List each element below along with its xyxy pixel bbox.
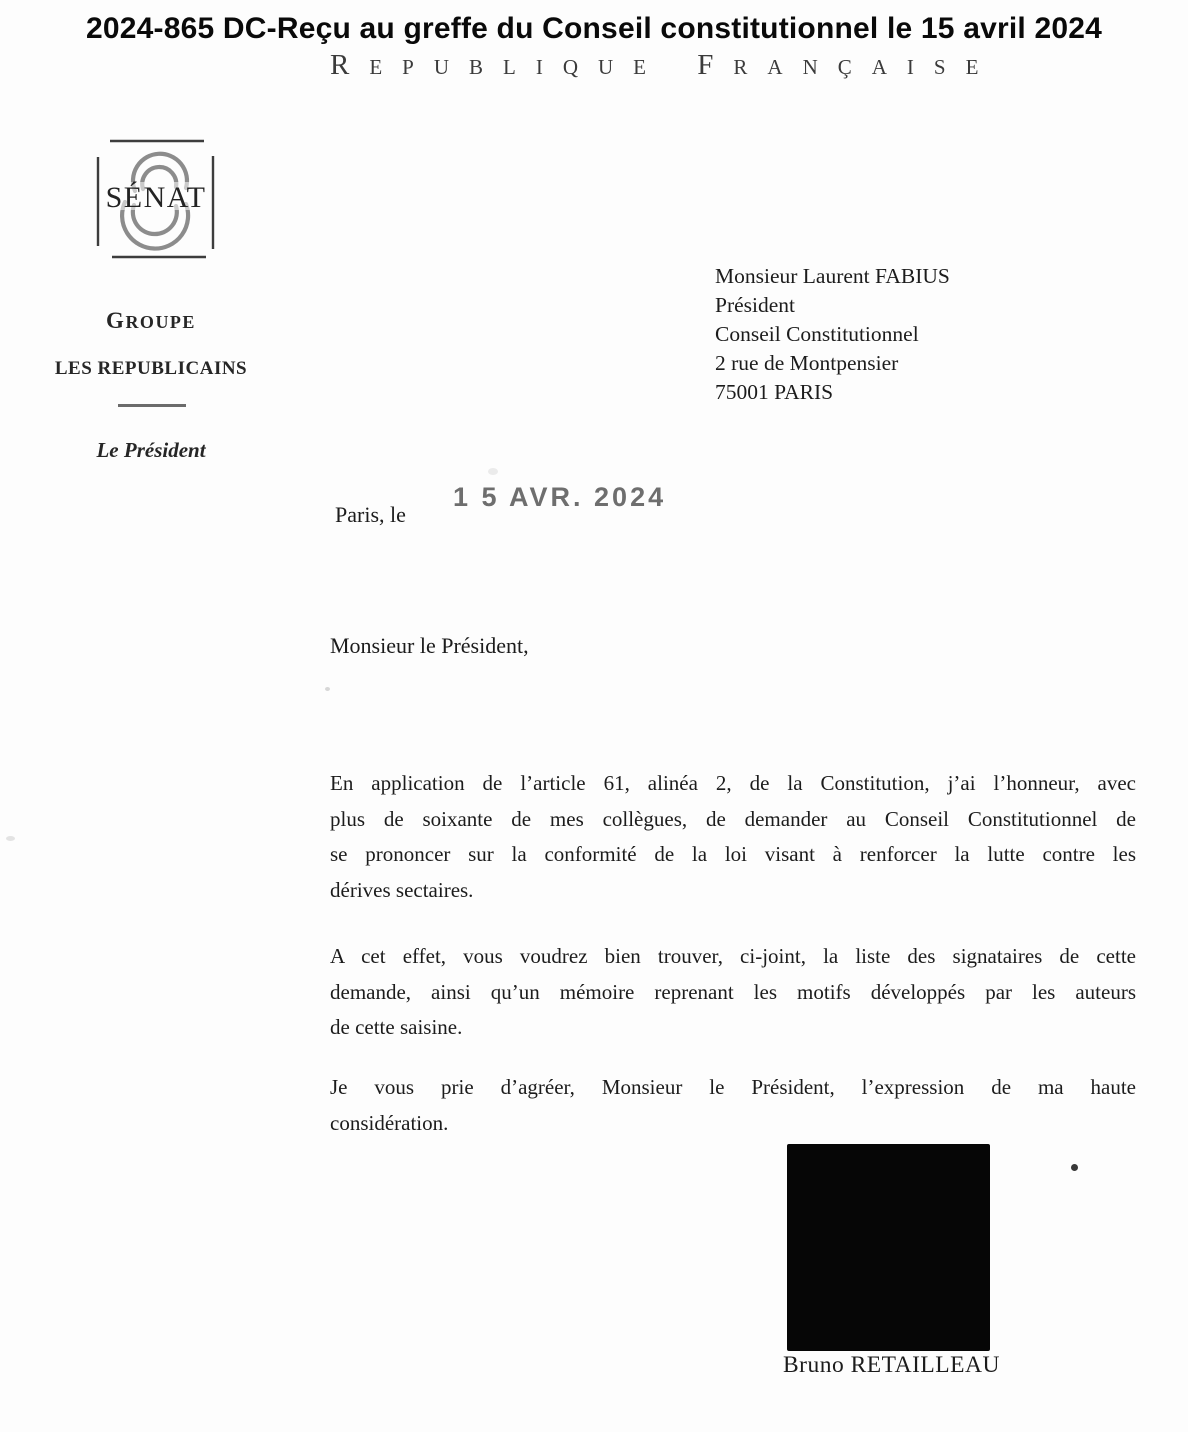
body-paragraph-1 [330,766,1136,908]
date-stamp: 1 5 AVR. 2024 [453,482,667,512]
president-title: Le Président [96,438,206,462]
paragraph-line: plus de soixante de mes collègues, de demander au Conseil Constitutionnel de [330,806,1136,831]
francaise-word: FRANÇAISE [697,49,999,81]
paragraph-line: A cet effet, vous voudrez bien trouver, ci-joint, la liste des signataires de cette [330,944,1136,968]
republique-francaise-line [330,49,998,82]
paragraph-line: se prononcer sur la conformité de la loi visant à renforcer la lutte contre les [330,842,1136,866]
address-line: Conseil Constitutionnel [715,322,919,346]
paragraph-line: considération. [330,1110,449,1135]
senat-logo [94,136,218,262]
signatory-name: Bruno RETAILLEAU [783,1352,1000,1378]
body-paragraph-2 [330,939,1136,1046]
group-name: LES REPUBLICAINS [54,358,248,379]
letterhead-divider [118,404,186,407]
paragraph-line: demande, ainsi qu’un mémoire reprenant les motifs développés par les auteurs [330,979,1136,1004]
signature-redaction-box [787,1144,990,1351]
registry-stamp-header: 2024-865 DC-Reçu au greffe du Conseil constitutionnel le 15 avril 2024 [86,12,1102,45]
group-label: GROUPE [106,308,196,333]
body-paragraph-3 [330,1070,1136,1141]
address-line: 75001 PARIS [715,380,834,404]
paragraph-line: Je vous prie d’agréer, Monsieur le Président, l’expression de ma haute [330,1075,1136,1099]
address-line: Président [715,293,796,317]
recipient-address [715,262,950,407]
salutation: Monsieur le Président, [330,633,529,658]
republique-word: REPUBLIQUE [330,49,667,81]
address-line: 2 rue de Montpensier [715,351,899,375]
paragraph-line: dérives sectaires. [330,877,474,902]
senat-logo-text: SÉNAT [105,181,207,214]
paragraph-line: En application de l’article 61, alinéa 2, de la Constitution, j’ai l’honneur, avec [330,771,1136,795]
scan-speck [6,836,15,841]
paragraph-line: de cette saisine. [330,1015,463,1039]
address-line: Monsieur Laurent FABIUS [715,264,950,288]
scan-speck [488,468,498,475]
scan-speck [325,687,330,691]
dateline-place: Paris, le [335,502,406,527]
ink-dot [1071,1164,1078,1171]
